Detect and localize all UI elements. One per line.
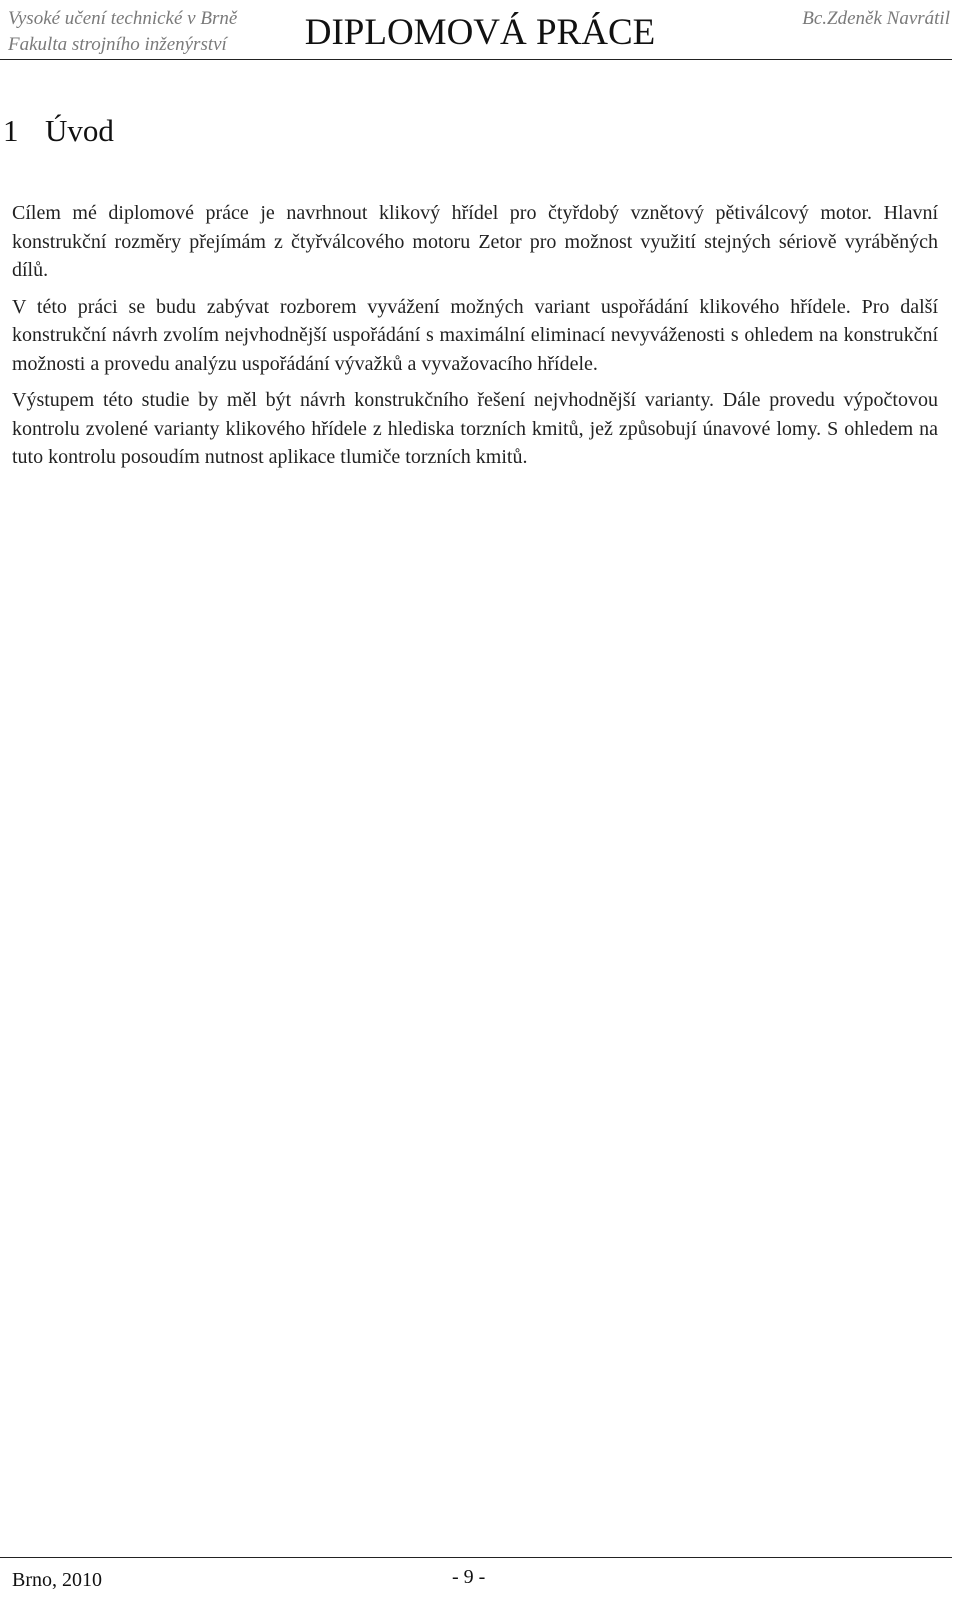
footer-page-number: - 9 - xyxy=(452,1566,486,1588)
chapter-body xyxy=(12,199,938,480)
header-author: Bc.Zdeněk Navrátil xyxy=(802,8,950,29)
header-faculty: Fakulta strojního inženýrství xyxy=(8,34,227,55)
chapter-number: 1 xyxy=(3,113,19,148)
page-header xyxy=(0,0,960,62)
footer-divider xyxy=(0,1557,952,1558)
chapter-title: Úvod xyxy=(45,113,114,148)
paragraph: V této práci se budu zabývat rozborem vyvážení možných variant uspořádání klikového hřídele. Pro další konstrukční návrh zvolím nejvhodnější uspořádání s maximální eliminací nevyváženosti s ohledem na konstrukční možnosti a provedu analýzu uspořádání vývažků a vyvažovacího hřídele. xyxy=(12,295,938,375)
chapter-heading xyxy=(3,111,114,151)
footer-place-year: Brno, 2010 xyxy=(12,1569,102,1591)
paragraph: Výstupem této studie by měl být návrh konstrukčního řešení nejvhodnější varianty. Dále provedu výpočtovou kontrolu zvolené varianty klikového hřídele z hlediska torzních kmitů, jež způsobují únavové lomy. S ohledem na tuto kontrolu posoudím nutnost aplikace tlumiče torzních kmitů. xyxy=(12,389,938,468)
header-divider xyxy=(0,59,952,60)
header-document-title: DIPLOMOVÁ PRÁCE xyxy=(304,12,656,53)
paragraph: Cílem mé diplomové práce je navrhnout klikový hřídel pro čtyřdobý vznětový pětiválcový motor. Hlavní konstrukční rozměry přejímám z čtyřválcového motoru Zetor pro možnost využití stejných sériově vyráběných dílů. xyxy=(12,202,938,281)
header-university: Vysoké učení technické v Brně xyxy=(8,8,238,29)
page-footer xyxy=(0,1555,960,1595)
